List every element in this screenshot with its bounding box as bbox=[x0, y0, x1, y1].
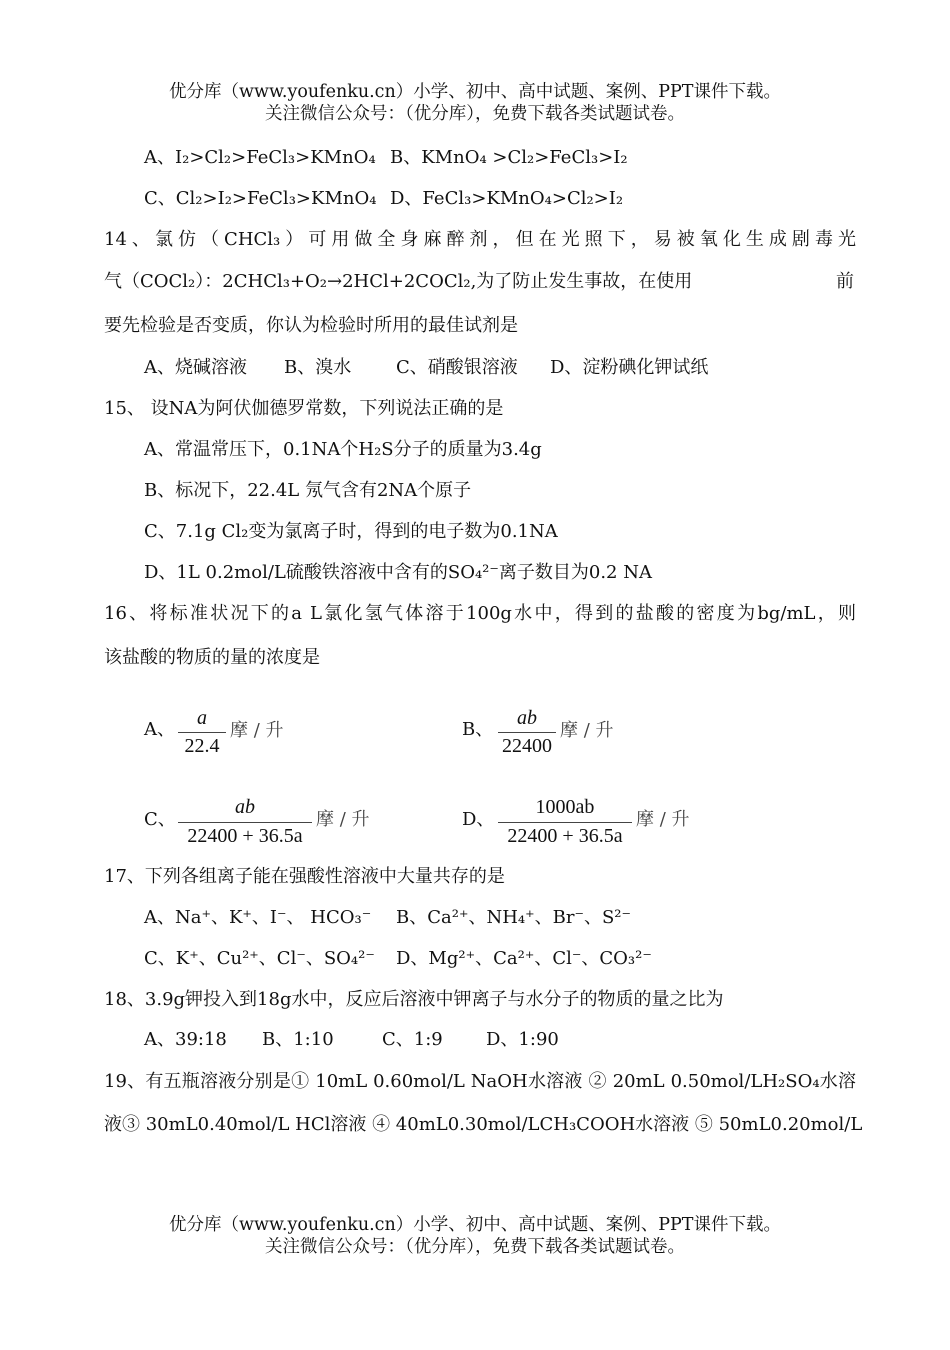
q18-option-b: B、1:10 bbox=[262, 1029, 334, 1050]
q17-option-a: A、Na⁺、K⁺、I⁻、 HCO₃⁻ bbox=[144, 907, 372, 928]
q13-option-d: D、FeCl₃>KMnO₄>Cl₂>I₂ bbox=[390, 188, 624, 209]
footer-line-2: 关注微信公众号：（优分库），免费下载各类试题试卷。 bbox=[265, 1237, 685, 1257]
q15-stem: 15、 设NA为阿伏伽德罗常数，下列说法正确的是 bbox=[104, 398, 504, 419]
q16-option-d-denominator: 22400 + 36.5a bbox=[507, 825, 623, 847]
q14-stem-line-1: 14、氯仿（CHCl₃）可用做全身麻醉剂，但在光照下，易被氧化生成剧毒光 bbox=[104, 229, 856, 250]
q19-stem-line-1: 19、有五瓶溶液分别是① 10mL 0.60mol/L NaOH水溶液 ② 20mL 0.50mol/LH₂SO₄水溶 bbox=[104, 1071, 856, 1092]
q16-option-b-label: B、 bbox=[462, 719, 494, 740]
q16-option-c-unit: 摩 / 升 bbox=[316, 809, 370, 830]
q15-option-a: A、常温常压下，0.1NA个H₂S分子的质量为3.4g bbox=[144, 439, 542, 460]
q16-stem-line-1: 16、将标准状况下的a L氯化氢气体溶于100g水中，得到的盐酸的密度为bg/mL，则 bbox=[104, 603, 856, 624]
q16-option-a-numerator: a bbox=[197, 707, 207, 729]
q16-option-c-numerator: ab bbox=[235, 796, 255, 818]
q16-option-b-denominator: 22400 bbox=[502, 735, 552, 757]
q16-option-d-fraction bbox=[498, 795, 632, 849]
q14-option-c: C、硝酸银溶液 bbox=[396, 357, 518, 378]
q14-stem-line-2-end: 前 bbox=[836, 271, 854, 292]
q18-option-c: C、1:9 bbox=[382, 1029, 443, 1050]
q16-option-d-label: D、 bbox=[462, 809, 495, 830]
footer-line-1: 优分库（www.youfenku.cn）小学、初中、高中试题、案例、PPT课件下载。 bbox=[169, 1215, 781, 1235]
q16-option-b-unit: 摩 / 升 bbox=[560, 720, 614, 741]
q13-option-b: B、KMnO₄ >Cl₂>FeCl₃>I₂ bbox=[390, 147, 628, 168]
q16-option-b-fraction bbox=[498, 706, 556, 758]
q14-option-a: A、烧碱溶液 bbox=[144, 357, 247, 378]
q18-option-d: D、1:90 bbox=[486, 1029, 559, 1050]
q16-option-d-unit: 摩 / 升 bbox=[636, 809, 690, 830]
q14-option-d: D、淀粉碘化钾试纸 bbox=[550, 357, 709, 378]
q19-stem-line-2: 液③ 30mL0.40mol/L HCl溶液 ④ 40mL0.30mol/LCH₃COOH水溶液 ⑤ 50mL0.20mol/L bbox=[104, 1114, 863, 1135]
q14-stem-line-2: 气（COCl₂）：2CHCl₃+O₂→2HCl+2COCl₂,为了防止发生事故，在使用 bbox=[104, 271, 693, 292]
header-line-1: 优分库（www.youfenku.cn）小学、初中、高中试题、案例、PPT课件下载。 bbox=[169, 82, 781, 102]
q13-option-c: C、Cl₂>I₂>FeCl₃>KMnO₄ bbox=[144, 188, 377, 209]
q16-option-a-unit: 摩 / 升 bbox=[230, 720, 284, 741]
q17-option-c: C、K⁺、Cu²⁺、Cl⁻、SO₄²⁻ bbox=[144, 948, 375, 969]
q16-option-c-label: C、 bbox=[144, 809, 176, 830]
header-line-2: 关注微信公众号：（优分库），免费下载各类试题试卷。 bbox=[265, 104, 685, 124]
q15-option-d: D、1L 0.2mol/L硫酸铁溶液中含有的SO₄²⁻离子数目为0.2 NA bbox=[144, 562, 652, 583]
q16-option-c-fraction bbox=[178, 795, 312, 849]
q16-option-a-denominator: 22.4 bbox=[184, 735, 220, 757]
q16-option-d-numerator: 1000ab bbox=[535, 796, 595, 818]
q16-stem-line-2: 该盐酸的物质的量的浓度是 bbox=[104, 647, 320, 668]
q15-option-b: B、标况下，22.4L 氖气含有2NA个原子 bbox=[144, 480, 472, 501]
q18-option-a: A、39:18 bbox=[144, 1029, 227, 1050]
q16-option-b-numerator: ab bbox=[517, 707, 537, 729]
q18-stem: 18、3.9g钾投入到18g水中，反应后溶液中钾离子与水分子的物质的量之比为 bbox=[104, 989, 724, 1010]
q17-option-d: D、Mg²⁺、Ca²⁺、Cl⁻、CO₃²⁻ bbox=[396, 948, 652, 969]
q15-option-c: C、7.1g Cl₂变为氯离子时，得到的电子数为0.1NA bbox=[144, 521, 558, 542]
q16-option-c-denominator: 22400 + 36.5a bbox=[187, 825, 303, 847]
q14-option-b: B、溴水 bbox=[284, 357, 352, 378]
q16-option-a-label: A、 bbox=[144, 719, 175, 740]
q17-stem: 17、下列各组离子能在强酸性溶液中大量共存的是 bbox=[104, 866, 505, 887]
q14-stem-line-3: 要先检验是否变质，你认为检验时所用的最佳试剂是 bbox=[104, 315, 518, 336]
q13-option-a: A、I₂>Cl₂>FeCl₃>KMnO₄ bbox=[144, 147, 376, 168]
q16-option-a-fraction bbox=[178, 706, 226, 758]
q17-option-b: B、Ca²⁺、NH₄⁺、Br⁻、S²⁻ bbox=[396, 907, 631, 928]
